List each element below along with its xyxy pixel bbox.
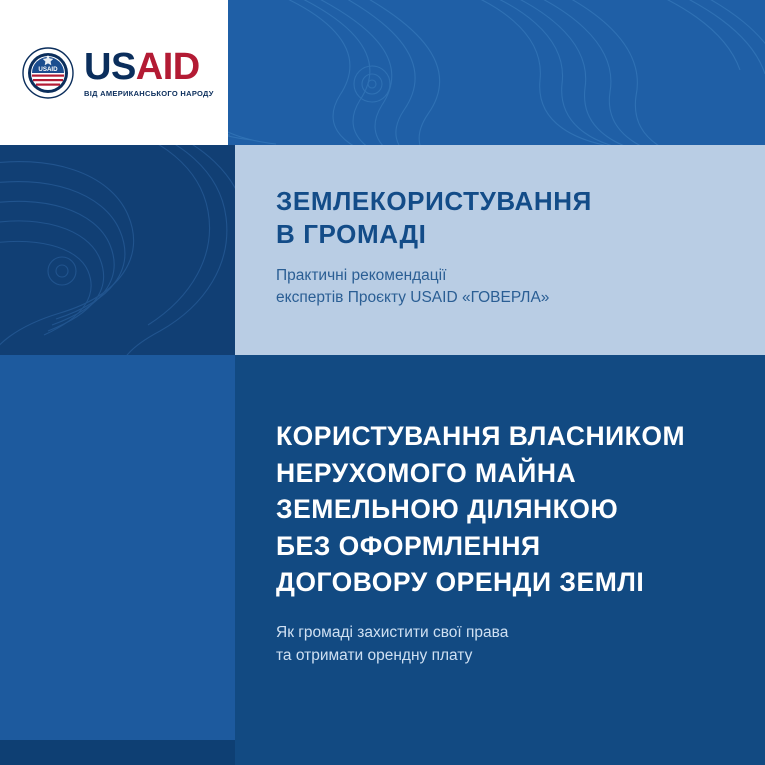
lower-title-line2: НЕРУХОМОГО МАЙНА — [276, 457, 577, 488]
middle-subtitle — [276, 265, 746, 309]
topographic-lines-left-icon — [0, 145, 235, 355]
usaid-seal-icon — [22, 47, 74, 99]
usaid-tagline: ВІД АМЕРИКАНСЬКОГО НАРОДУ — [84, 88, 214, 98]
bottom-strip — [0, 740, 235, 765]
usaid-wordmark — [84, 45, 214, 88]
svg-text:USAID: USAID — [38, 65, 58, 73]
lower-title-line4: БЕЗ ОФОРМЛЕННЯ — [276, 530, 541, 561]
usaid-wordmark-aid: AID — [135, 45, 200, 88]
topographic-band-left — [0, 145, 235, 355]
middle-subtitle-line1: Практичні рекомендації — [276, 266, 447, 284]
usaid-logo — [0, 0, 228, 145]
middle-title-line1: ЗЕМЛЕКОРИСТУВАННЯ — [276, 186, 592, 216]
lower-title-line5: ДОГОВОРУ ОРЕНДИ ЗЕМЛІ — [276, 567, 645, 598]
lower-title — [276, 418, 746, 601]
lower-subtitle-line1: Як громаді захистити свої права — [276, 623, 509, 641]
lower-left-panel — [0, 355, 235, 765]
lower-subtitle — [276, 621, 746, 668]
lower-title-line3: ЗЕМЕЛЬНОЮ ДІЛЯНКОЮ — [276, 494, 619, 525]
usaid-wordmark-us: US — [84, 45, 136, 88]
middle-title-line2: В ГРОМАДІ — [276, 219, 427, 250]
lower-text-block — [276, 418, 746, 667]
lower-subtitle-line2: та отримати орендну плату — [276, 647, 473, 665]
middle-title — [276, 185, 746, 252]
middle-text-block — [276, 185, 746, 309]
lower-title-line1: КОРИСТУВАННЯ ВЛАСНИКОМ — [276, 421, 686, 451]
middle-subtitle-line2: експертів Проєкту USAID «ГОВЕРЛА» — [276, 288, 550, 306]
